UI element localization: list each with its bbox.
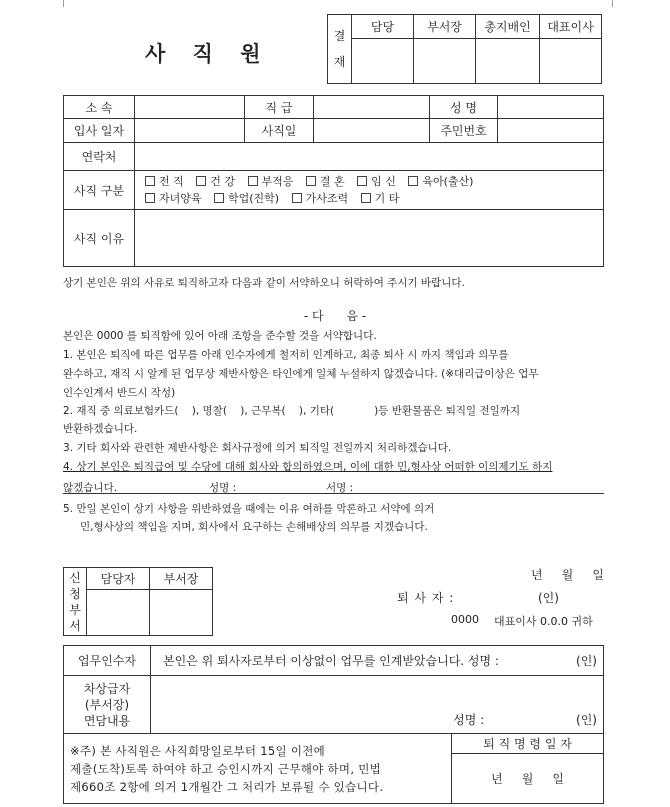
- interview-content-field[interactable]: [151, 676, 604, 734]
- category-option-housework[interactable]: 가사조력: [292, 190, 349, 207]
- checkbox-icon: [214, 193, 224, 203]
- approval-label-cell: [328, 15, 352, 84]
- contact-label: 연락처: [64, 143, 135, 171]
- contact-field[interactable]: [135, 143, 604, 171]
- position-field[interactable]: [314, 96, 430, 119]
- checkbox-icon: [145, 176, 155, 186]
- applicant-sign-staff[interactable]: [87, 590, 150, 636]
- resignee-label: 퇴 사 자 :: [397, 591, 455, 605]
- pledge-item-1b: 완수하고, 재직 시 알게 된 업무상 제반사항은 타인에게 일체 누설하지 않겠습니다. (※대리급이상은 업무: [63, 368, 539, 380]
- checkbox-icon: [292, 193, 302, 203]
- resident-no-field[interactable]: [498, 119, 604, 143]
- applicant-dept-table: [63, 567, 213, 636]
- footer-note-line-3: 제660조 2항에 의거 1개월간 그 처리가 보류될 수 있습니다.: [70, 779, 384, 794]
- pledge-item-1a: 1. 본인은 퇴직에 따른 업무를 아래 인수자에게 철저히 인계하고, 최종 퇴사 시 까지 책임과 의무를: [63, 349, 509, 361]
- checkbox-icon: [145, 193, 155, 203]
- pledge-item-5a: 5. 만일 본인이 상기 사항을 위반하였을 때에는 이유 여하를 막론하고 서약에 의거: [63, 503, 435, 515]
- footer-note: [64, 734, 452, 804]
- pledge-item-4b: [63, 480, 604, 494]
- resign-date-label: 사직일: [245, 119, 314, 143]
- department-field[interactable]: [135, 96, 245, 119]
- submit-date: 년 월 일: [531, 568, 604, 582]
- category-options: [135, 171, 604, 210]
- category-option-job-change[interactable]: 전 직: [145, 173, 184, 190]
- receiver-statement: 본인은 위 퇴사자로부터 이상없이 업무를 인계받았습니다. 성명 :: [163, 654, 499, 668]
- join-date-field[interactable]: [135, 119, 245, 143]
- category-option-child-rearing[interactable]: 자녀양육: [145, 190, 202, 207]
- pledge-item-4a: 4. 상기 본인은 퇴직급여 및 수당에 대해 회사와 합의하였으며, 이에 대한 민,형사상 어떠한 이의제기도 하지: [63, 461, 553, 473]
- checkbox-icon: [361, 193, 371, 203]
- applicant-dept-label: 신 청 부 서: [64, 568, 87, 636]
- pledge-item-4b-text: 않겠습니다.: [63, 482, 118, 494]
- order-date-value[interactable]: 년 월 일: [452, 754, 604, 804]
- pledge-item-2b: 반환하겠습니다.: [63, 423, 138, 435]
- approval-sign-staff[interactable]: [352, 39, 414, 84]
- checkbox-icon: [357, 176, 367, 186]
- category-option-study[interactable]: 학업(진학): [214, 190, 279, 207]
- category-option-health[interactable]: 건 강: [196, 173, 235, 190]
- pledge-sign-name: 성명 :: [209, 482, 237, 494]
- category-option-other[interactable]: 기 타: [361, 190, 400, 207]
- name-label: 성 명: [430, 96, 498, 119]
- notice-heading: - 다 음 -: [303, 309, 367, 323]
- receiver-cell: [151, 646, 604, 676]
- join-date-label: 입사 일자: [64, 119, 135, 143]
- applicant-sign-dept-head[interactable]: [150, 590, 213, 636]
- request-text: 상기 본인은 위의 사유로 퇴직하고자 다음과 같이 서약하오니 허락하여 주시기 바랍니다.: [63, 277, 465, 289]
- applicant-col-staff: 담당자: [87, 568, 150, 590]
- approval-label-top: 결: [333, 29, 346, 43]
- category-option-maladjustment[interactable]: 부적응: [248, 173, 294, 190]
- category-label: 사직 구분: [64, 171, 135, 210]
- approval-col-gm: 총지배인: [476, 15, 540, 39]
- receiver-label: 업무인수자: [64, 646, 151, 676]
- resign-date-field[interactable]: [314, 119, 430, 143]
- checkbox-icon: [408, 176, 418, 186]
- approval-sign-ceo[interactable]: [540, 39, 602, 84]
- position-label: 직 급: [245, 96, 314, 119]
- page-corner-mark-top-right: [612, 0, 621, 7]
- resignee-seal: (인): [538, 591, 559, 605]
- resident-no-label: 주민번호: [430, 119, 498, 143]
- approval-table: [327, 14, 602, 84]
- checkbox-icon: [248, 176, 258, 186]
- pledge-intro: 본인은 0000 를 퇴직함에 있어 아래 조항을 준수할 것을 서약합니다.: [63, 330, 377, 342]
- to-company: 0000: [451, 613, 479, 626]
- name-field[interactable]: [498, 96, 604, 119]
- checkbox-icon: [196, 176, 206, 186]
- approval-label-bottom: 재: [333, 55, 346, 69]
- approval-sign-gm[interactable]: [476, 39, 540, 84]
- pledge-sign-signature: 서명 :: [326, 482, 354, 494]
- pledge-item-2a: 2. 재직 중 의료보험카드( ), 명찰( ), 근무복( ), 기타( )등 반환물품은 퇴직일 전일까지: [63, 405, 521, 417]
- pledge-item-3: 3. 기타 회사와 관련한 제반사항은 회사규정에 의거 퇴직일 전일까지 처리하겠습니다.: [63, 442, 452, 454]
- footer-table: [63, 733, 604, 804]
- reason-label: 사직 이유: [64, 210, 135, 267]
- order-date-label: 퇴 직 명 령 일 자: [452, 734, 604, 754]
- approval-col-dept-head: 부서장: [414, 15, 476, 39]
- handover-table: [63, 645, 604, 734]
- applicant-col-dept-head: 부서장: [150, 568, 213, 590]
- category-option-marriage[interactable]: 결 혼: [306, 173, 345, 190]
- category-option-pregnancy[interactable]: 임 신: [357, 173, 396, 190]
- category-row-2: [145, 190, 593, 207]
- pledge-item-5b: 민,형사상의 책임을 지며, 회사에서 요구하는 손해배상의 의무를 지겠습니다.: [80, 521, 428, 533]
- receiver-seal: (인): [576, 654, 597, 668]
- page-corner-mark-top-left: [55, 0, 64, 7]
- department-label: 소 속: [64, 96, 135, 119]
- checkbox-icon: [306, 176, 316, 186]
- interview-label: 차상급자 (부서장) 면담내용: [64, 676, 151, 734]
- pledge-item-1c: 인수인계서 반드시 작성): [63, 387, 176, 399]
- employee-info-table: [63, 95, 604, 267]
- category-row-1: [145, 173, 593, 190]
- footer-note-line-2: 제출(도착)토록 하여야 하고 승인시까지 근무해야 하며, 민법: [70, 761, 382, 776]
- footer-note-line-1: ※주) 본 사직원은 사직희망일로부터 15일 이전에: [70, 743, 326, 758]
- page-title: 사 직 원: [145, 42, 271, 66]
- approval-col-staff: 담당: [352, 15, 414, 39]
- interview-seal: (인): [576, 713, 597, 727]
- reason-field[interactable]: [135, 210, 604, 267]
- approval-col-ceo: 대표이사: [540, 15, 602, 39]
- approval-sign-dept-head[interactable]: [414, 39, 476, 84]
- to-ceo: 대표이사 0.0.0 귀하: [494, 615, 593, 628]
- interview-sign: 성명 :: [453, 713, 485, 727]
- category-option-childcare-birth[interactable]: 육아(출산): [408, 173, 473, 190]
